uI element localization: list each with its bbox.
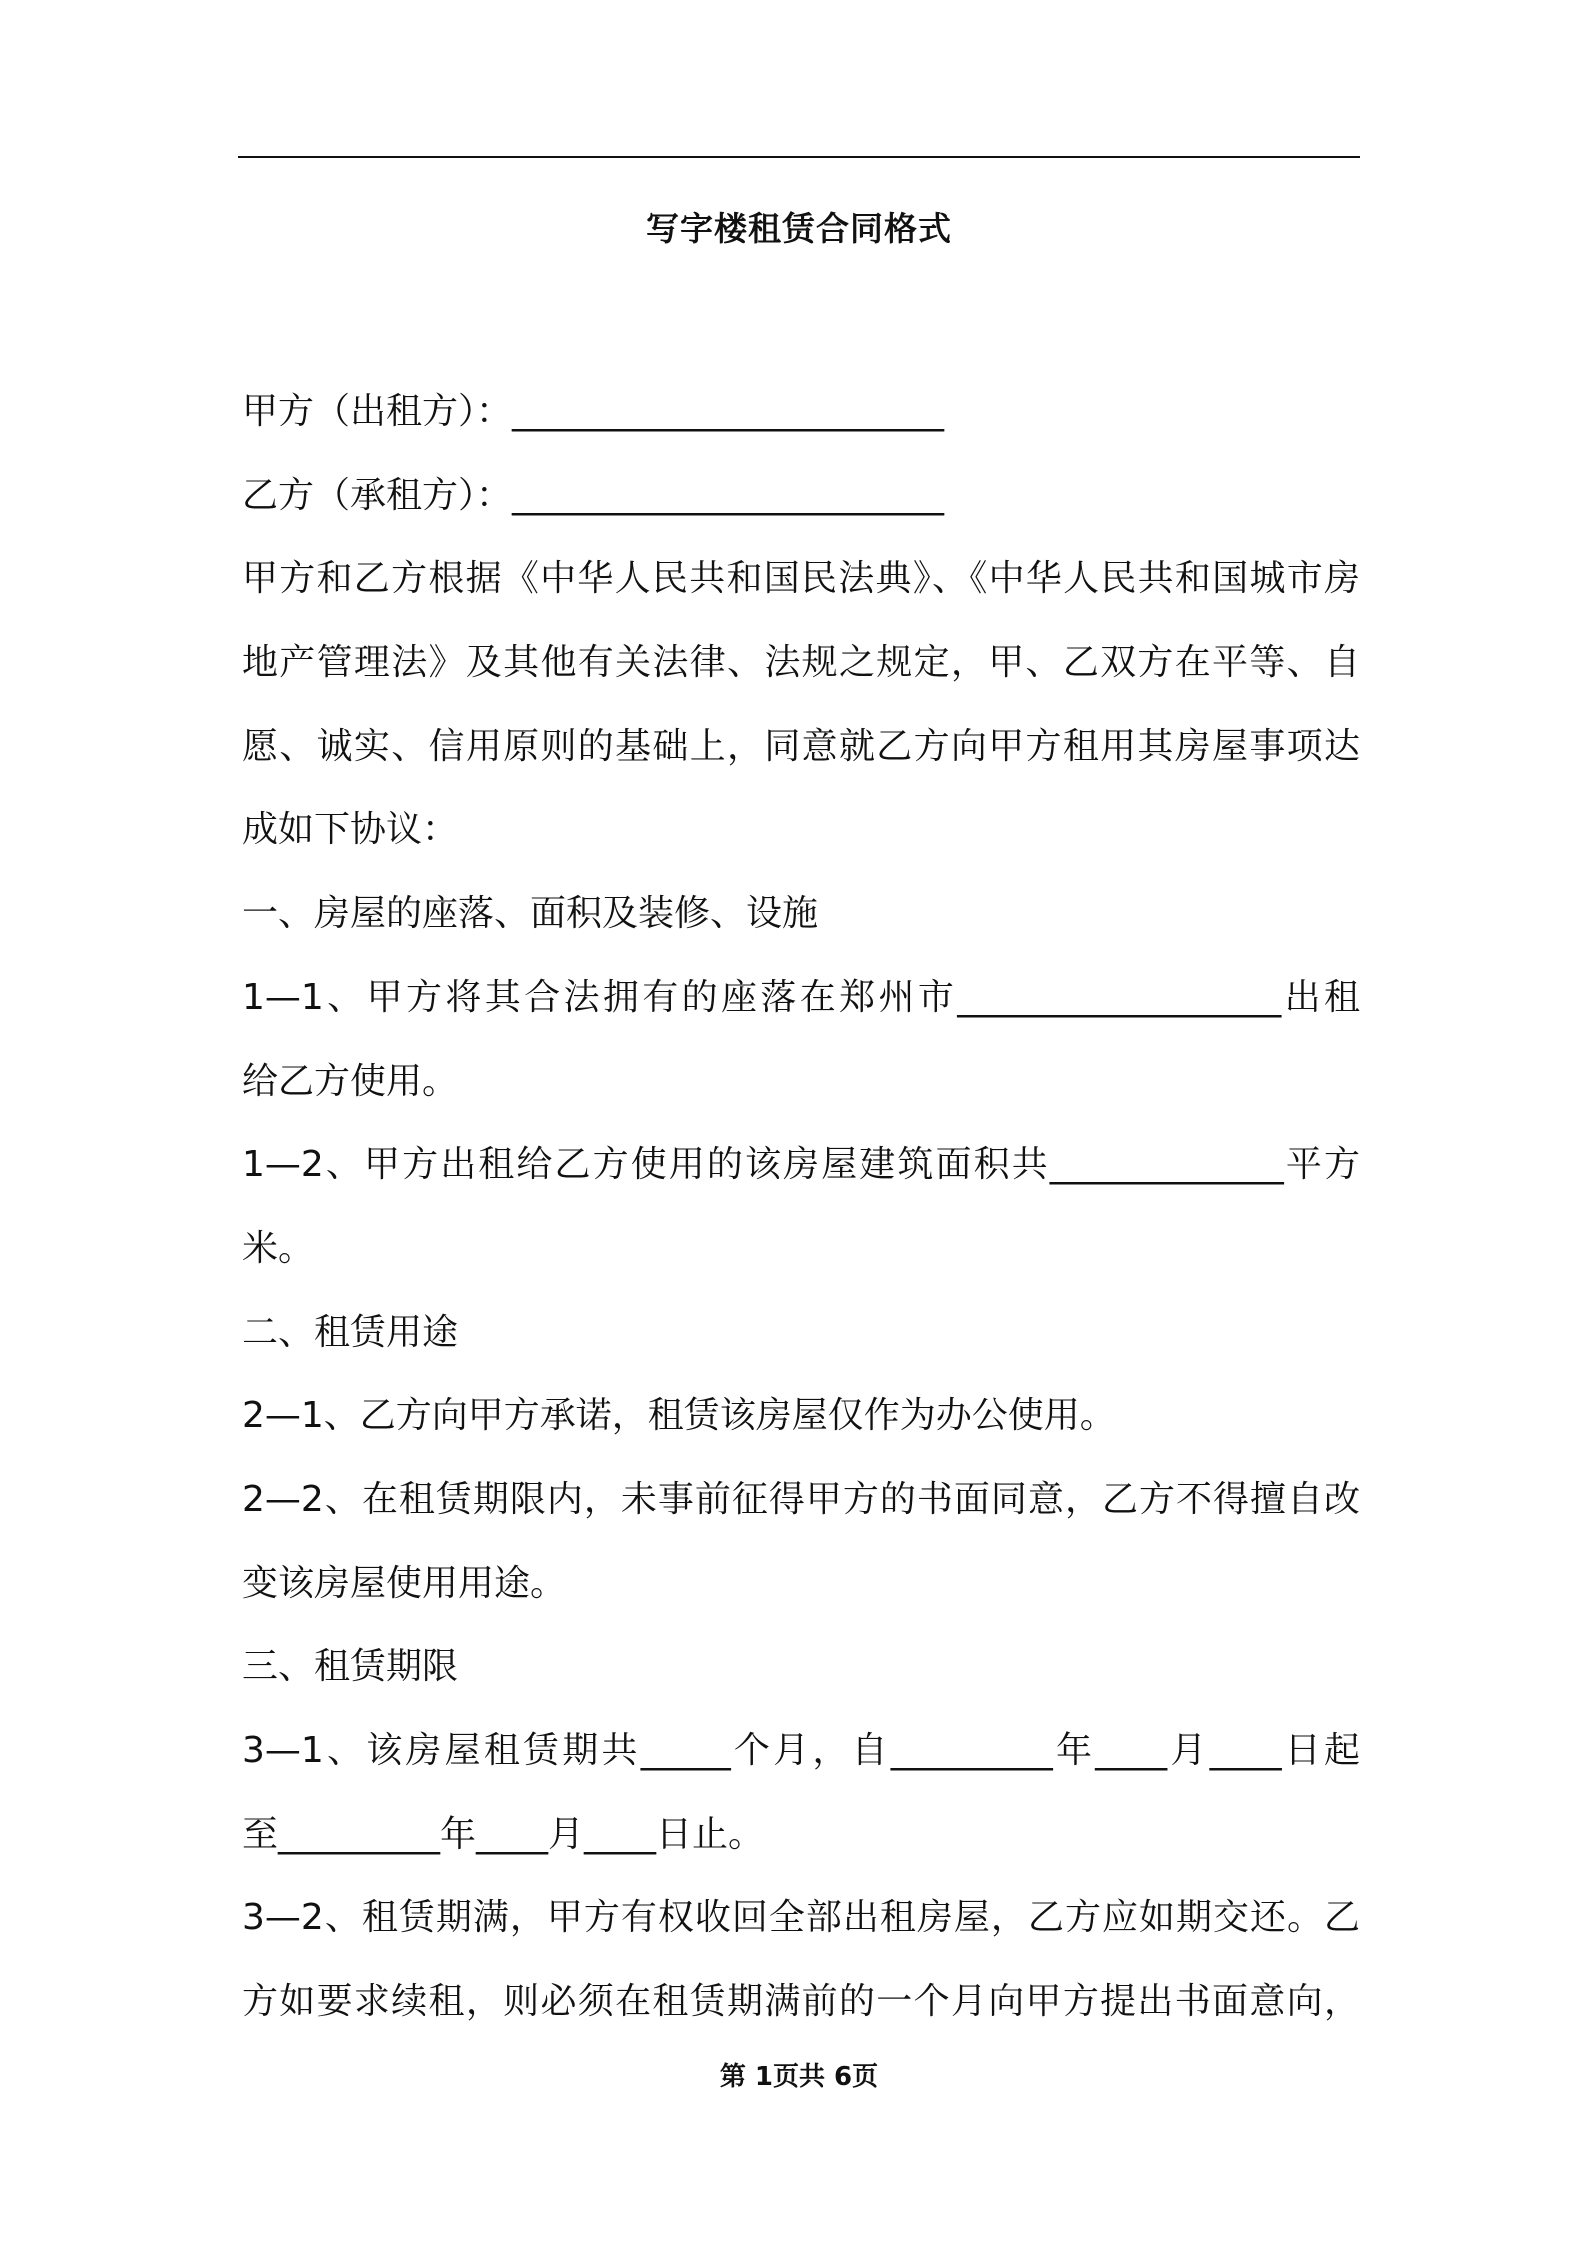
page-number-footer: 第 1页共 6页 xyxy=(719,2062,879,2092)
party-a-line: 甲方（出租方）：________________________ xyxy=(242,391,945,432)
contract-body xyxy=(242,370,1360,2044)
clause-line: 方如要求续租，则必须在租赁期满前的一个月向甲方提出书面意向， xyxy=(242,1981,1360,2023)
paragraph-line: 甲方和乙方根据《中华人民共和国民法典》、《中华人民共和国城市房 xyxy=(242,558,1360,600)
clause-line: 1—2、甲方出租给乙方使用的该房屋建筑面积共_____________平方 xyxy=(242,1144,1360,1186)
section-heading: 三、租赁期限 xyxy=(242,1646,459,1688)
section-heading: 一、房屋的座落、面积及装修、设施 xyxy=(242,893,819,935)
clause-line: 米。 xyxy=(242,1227,315,1269)
clause-line: 2—1、乙方向甲方承诺，租赁该房屋仅作为办公使用。 xyxy=(242,1395,1116,1437)
party-b-line: 乙方（承租方）：________________________ xyxy=(242,474,945,516)
document-title: 写字楼租赁合同格式 xyxy=(646,209,952,248)
section-heading: 二、租赁用途 xyxy=(242,1311,459,1353)
paragraph-line: 成如下协议： xyxy=(242,809,459,851)
clause-line: 3—2、租赁期满，甲方有权收回全部出租房屋，乙方应如期交还。乙 xyxy=(242,1897,1360,1939)
paragraph-line: 地产管理法》及其他有关法律、法规之规定，甲、乙双方在平等、自 xyxy=(242,642,1360,684)
clause-line: 2—2、在租赁期限内，未事前征得甲方的书面同意，乙方不得擅自改 xyxy=(242,1478,1360,1520)
clause-line: 1—1、甲方将其合法拥有的座落在郑州市__________________出租 xyxy=(242,976,1360,1018)
clause-line: 变该房屋使用用途。 xyxy=(242,1562,567,1604)
header-rule xyxy=(238,156,1360,158)
clause-line: 3—1、该房屋租赁期共_____个月，自_________年____月____日起 xyxy=(242,1730,1360,1771)
clause-line: 给乙方使用。 xyxy=(242,1060,459,1102)
clause-line: 至_________年____月____日止。 xyxy=(242,1813,765,1855)
paragraph-line: 愿、诚实、信用原则的基础上，同意就乙方向甲方租用其房屋事项达 xyxy=(242,725,1360,767)
